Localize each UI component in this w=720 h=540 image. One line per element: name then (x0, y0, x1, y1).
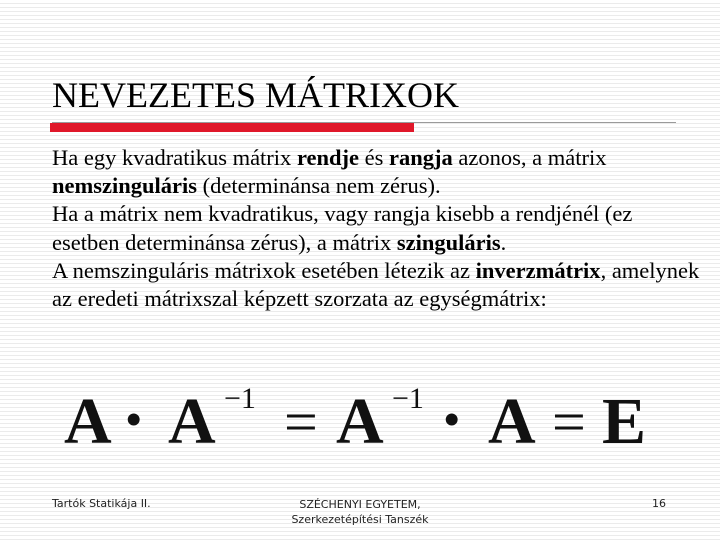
paragraph-3 (52, 257, 702, 313)
matrix-a-3: A (336, 385, 384, 458)
footer-institution (250, 497, 470, 527)
term-inverzmatrix: inverzmátrix (475, 257, 601, 283)
page-number: 16 (652, 497, 666, 510)
paragraph-1 (52, 144, 702, 200)
title-accent-bar (50, 123, 414, 132)
footer-institution-line1: SZÉCHENYI EGYETEM, (299, 498, 421, 511)
dot-operator-1: • (126, 395, 142, 444)
footer-course-name: Tartók Statikája II. (52, 497, 151, 510)
term-rangja: rangja (389, 145, 453, 170)
inverse-exponent-2: −1 (392, 382, 424, 415)
matrix-a-1: A (64, 385, 112, 458)
text-run: Ha a mátrix nem kvadratikus, vagy rangja kisebb a rendjénél (ez esetben determinánsa zérus), a mátrix (52, 201, 633, 255)
term-nemszingularis: nemszinguláris (52, 173, 198, 199)
inverse-exponent-1: −1 (224, 382, 256, 415)
text-run: azonos, a mátrix (452, 145, 607, 170)
matrix-a-2: A (168, 385, 216, 458)
equals-sign-1: = (284, 389, 318, 455)
text-run: Ha egy kvadratikus mátrix (52, 145, 297, 170)
equals-sign-2: = (552, 389, 586, 455)
text-run: A nemszinguláris mátrixok esetében létezik az (52, 257, 476, 283)
dot-operator-2: • (444, 395, 460, 444)
inverse-matrix-equation (64, 384, 664, 464)
term-rendje: rendje (296, 145, 360, 170)
text-run: . (500, 229, 507, 255)
slide-title: NEVEZETES MÁTRIXOK (52, 75, 459, 115)
matrix-a-4: A (488, 385, 536, 458)
footer-institution-line2: Szerkezetépítési Tanszék (291, 513, 429, 526)
term-szingularis: szinguláris (396, 229, 501, 255)
identity-matrix-e: E (602, 385, 647, 458)
text-run: (determinánsa nem zérus). (197, 173, 441, 199)
slide-body (52, 144, 702, 313)
text-run: és (359, 145, 390, 170)
paragraph-2 (52, 200, 702, 256)
text-run: , amelynek az eredeti mátrixszal képzett szorzata az egységmátrix: (52, 257, 700, 312)
